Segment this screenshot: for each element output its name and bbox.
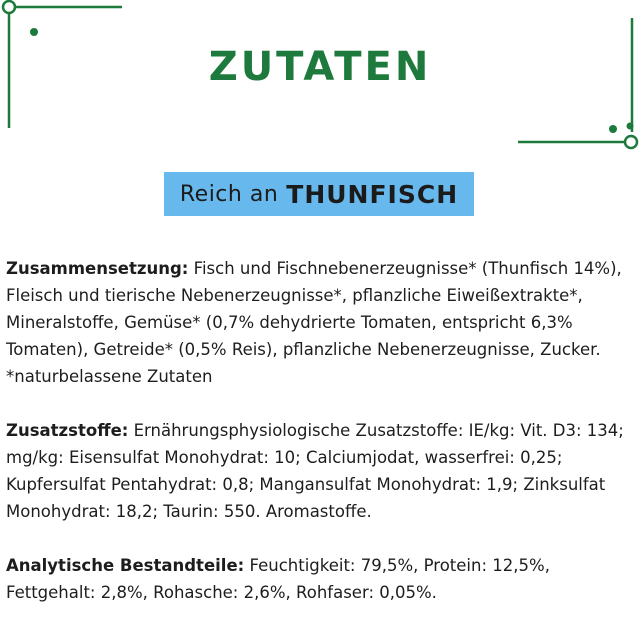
additives-label: Zusatzstoffe: bbox=[6, 421, 129, 440]
ingredients-content bbox=[6, 255, 630, 633]
decor-ring-top-left bbox=[3, 1, 15, 13]
analytics-section bbox=[6, 552, 630, 606]
composition-text: Fisch und Fischnebenerzeugnisse* (Thunfisch 14%), Fleisch und tierische Nebenerzeugnisse*, pflanzliche Eiweißextrakte*, Mineralstoffe, Gemüse* (0,7% dehydrierte Tomaten, entspricht 6,3% Tomaten), Getreide* (0,5% Reis), pflanzliche Nebenerzeugnisse, Zucker. bbox=[6, 259, 622, 359]
decor-ring-bottom-right bbox=[625, 136, 637, 148]
analytics-label: Analytische Bestandteile: bbox=[6, 556, 245, 575]
composition-note: *naturbelassene Zutaten bbox=[6, 367, 213, 386]
banner-prefix: Reich an bbox=[179, 181, 279, 207]
composition-label: Zusammensetzung: bbox=[6, 259, 189, 278]
highlight-banner bbox=[164, 172, 474, 216]
additives-section bbox=[6, 417, 630, 525]
decor-dot-top-left bbox=[30, 28, 38, 36]
decor-dot-bottom-right bbox=[609, 125, 617, 133]
analytics-text: Feuchtigkeit: 79,5%, Protein: 12,5%, Fettgehalt: 2,8%, Rohasche: 2,6%, Rohfaser: 0,05%. bbox=[6, 556, 550, 602]
additives-text: Ernährungsphysiologische Zusatzstoffe: IE/kg: Vit. D3: 134; mg/kg: Eisensulfat Monohydrat: 10; Calciumjodat, wasserfrei: 0,25; Kupfersulfat Pentahydrat: 0,8; Mangansulfat Monohydrat: 1,9; Zinksulfat Monohydrat: 18,2; Taurin: 550. Aromastoffe. bbox=[6, 421, 624, 521]
decor-dot-bottom-right-small bbox=[627, 123, 634, 130]
page-title: ZUTATEN bbox=[208, 44, 432, 90]
banner-highlight: THUNFISCH bbox=[286, 179, 459, 209]
composition-section bbox=[6, 255, 630, 390]
